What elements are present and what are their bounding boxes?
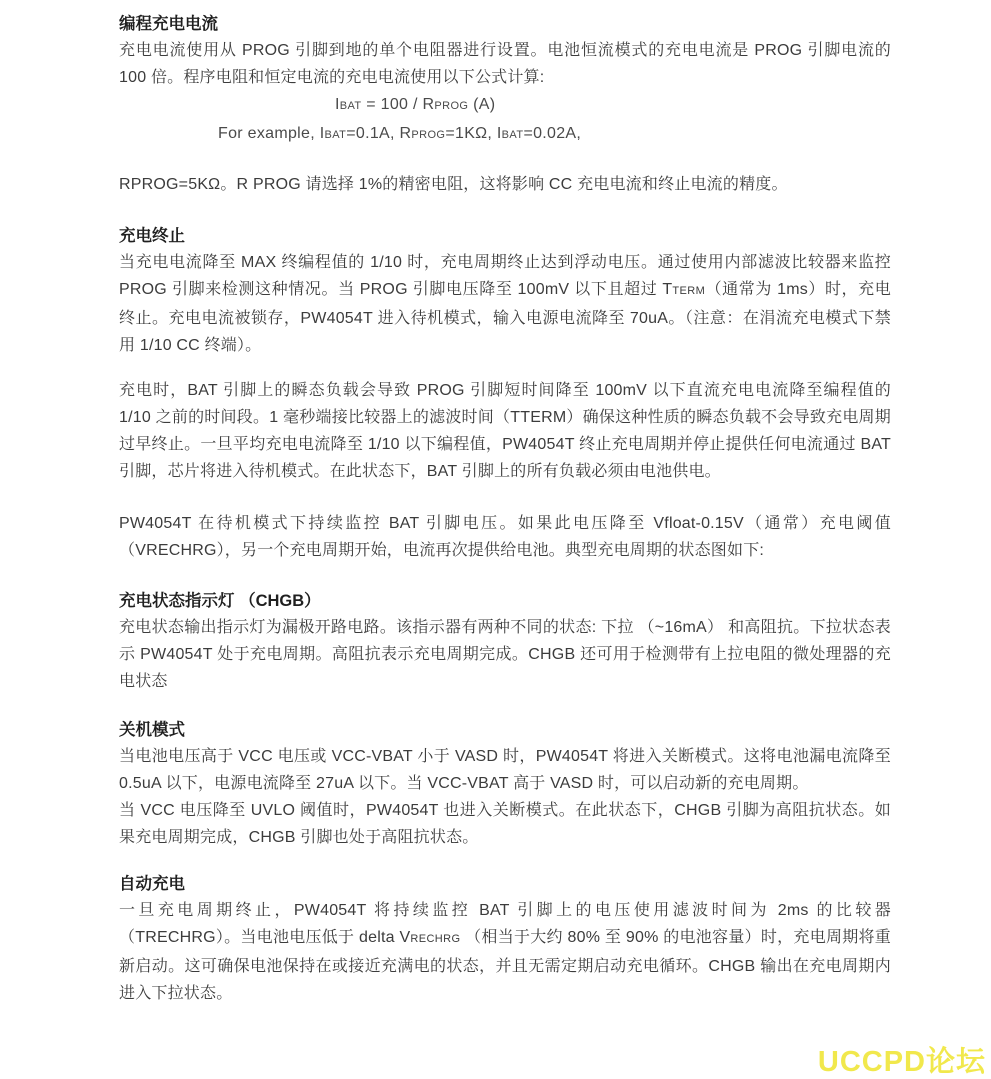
paragraph-termination-3 xyxy=(119,510,891,564)
text-segment: For example, I xyxy=(218,125,325,142)
text-segment: 一旦充电周期终止，PW4054T 将持续监控 BAT 引脚上的电压使用滤波时间为 2ms 的比较器（TRECHRG）。当电池电压低于 delta V xyxy=(119,902,891,946)
text-segment: 充电时，BAT 引脚上的瞬态负载会导致 PROG 引脚短时间降至 100mV 以下直流充电电流降至编程值的 1/10 之前的时间段。1 毫秒端接比较器上的滤波时间（TTERM）确保这种性质的瞬态负载不会导致充电周期过早终止。一旦平均充电电流降至 1/10 以下编程值，PW4054T 终止充电周期并停止提供任何电流通过 BAT 引脚，芯片将进入待机模式。在此状态下，BAT 引脚上的所有负载必须由电池供电。 xyxy=(119,382,891,480)
paragraph-shutdown-2 xyxy=(119,797,891,851)
text-segment: = 100 / R xyxy=(361,96,435,113)
subscript-text: PROG xyxy=(434,100,469,112)
text-segment: （通常为 1ms）时，充电终止。充电电流被锁存，PW4054T 进入待机模式，输入电源电流降至 70uA。（注意：在涓流充电模式下禁用 1/10 CC 终端）。 xyxy=(119,281,891,354)
text-segment: 当 VCC 电压降至 UVLO 阈值时，PW4054T 也进入关断模式。在此状态下，CHGB 引脚为高阻抗状态。如果充电周期完成，CHGB 引脚也处于高阻抗状态。 xyxy=(119,802,891,846)
section-heading-programming-charge-current: 编程充电电流 xyxy=(119,15,218,33)
formula-ibat-equation xyxy=(119,91,891,120)
subscript-text: BAT xyxy=(339,100,362,112)
paragraph-programming-body xyxy=(119,37,891,91)
text-segment: PW4054T 在待机模式下持续监控 BAT 引脚电压。如果此电压降至 Vfloat-0.15V（通常）充电阈值（VRECHRG），另一个充电周期开始，电流再次提供给电池。典型充电周期的状态图如下: xyxy=(119,515,891,559)
section-heading-charge-termination: 充电终止 xyxy=(119,227,185,245)
watermark-uccpd-forum: UCCPD论坛 xyxy=(817,1046,986,1078)
paragraph-indicator xyxy=(119,614,891,695)
subscript-text: PROG xyxy=(411,129,446,141)
text-segment: 当充电电流降至 MAX 终编程值的 1/10 时，充电周期终止达到浮动电压。通过使用内部滤波比较器来监控 PROG 引脚来检测这种情况。当 PROG 引脚电压降至 100mV 以下且超过 T xyxy=(119,254,891,298)
text-segment: 充电电流使用从 PROG 引脚到地的单个电阻器进行设置。电池恒流模式的充电电流是 PROG 引脚电流的 100 倍。程序电阻和恒定电流的充电电流使用以下公式计算: xyxy=(119,42,891,86)
subscript-text: BAT xyxy=(501,129,524,141)
paragraph-rprog-note xyxy=(119,171,891,198)
paragraph-termination-1 xyxy=(119,249,891,359)
formula-example-line xyxy=(119,120,891,149)
section-heading-auto-recharge: 自动充电 xyxy=(119,875,185,893)
text-segment: 充电状态输出指示灯为漏极开路电路。该指示器有两种不同的状态: 下拉 （~16mA） 和高阻抗。下拉状态表示 PW4054T 处于充电周期。高阻抗表示充电周期完成。CHGB 还可用于检测带有上拉电阻的微处理器的充电状态 xyxy=(119,619,891,690)
section-heading-charge-status-indicator: 充电状态指示灯 （CHGB） xyxy=(119,592,321,610)
paragraph-auto-recharge xyxy=(119,897,891,1007)
text-segment: =0.1A, R xyxy=(346,125,412,142)
document-body xyxy=(119,11,891,1007)
text-segment: RPROG=5KΩ。R PROG 请选择 1%的精密电阻，这将影响 CC 充电电流和终止电流的精度。 xyxy=(119,176,788,193)
text-segment: =0.02A, xyxy=(523,125,582,142)
paragraph-shutdown-1 xyxy=(119,743,891,797)
subscript-text: RECHRG xyxy=(410,933,461,945)
subscript-text: BAT xyxy=(324,129,347,141)
text-segment: I xyxy=(335,96,340,113)
subscript-text: TERM xyxy=(672,285,706,297)
paragraph-termination-2 xyxy=(119,377,891,485)
text-segment: =1KΩ, I xyxy=(445,125,502,142)
text-segment: (A) xyxy=(468,96,496,113)
text-segment: 当电池电压高于 VCC 电压或 VCC-VBAT 小于 VASD 时，PW4054T 将进入关断模式。这将电池漏电流降至 0.5uA 以下，电源电流降至 27uA 以下。当 VCC-VBAT 高于 VASD 时，可以启动新的充电周期。 xyxy=(119,748,891,792)
section-heading-shutdown-mode: 关机模式 xyxy=(119,721,185,739)
text-segment: （相当于大约 80% 至 90% 的电池容量）时，充电周期将重新启动。这可确保电池保持在或接近充满电的状态，并且无需定期启动充电循环。CHGB 输出在充电周期内进入下拉状态。 xyxy=(119,929,891,1002)
